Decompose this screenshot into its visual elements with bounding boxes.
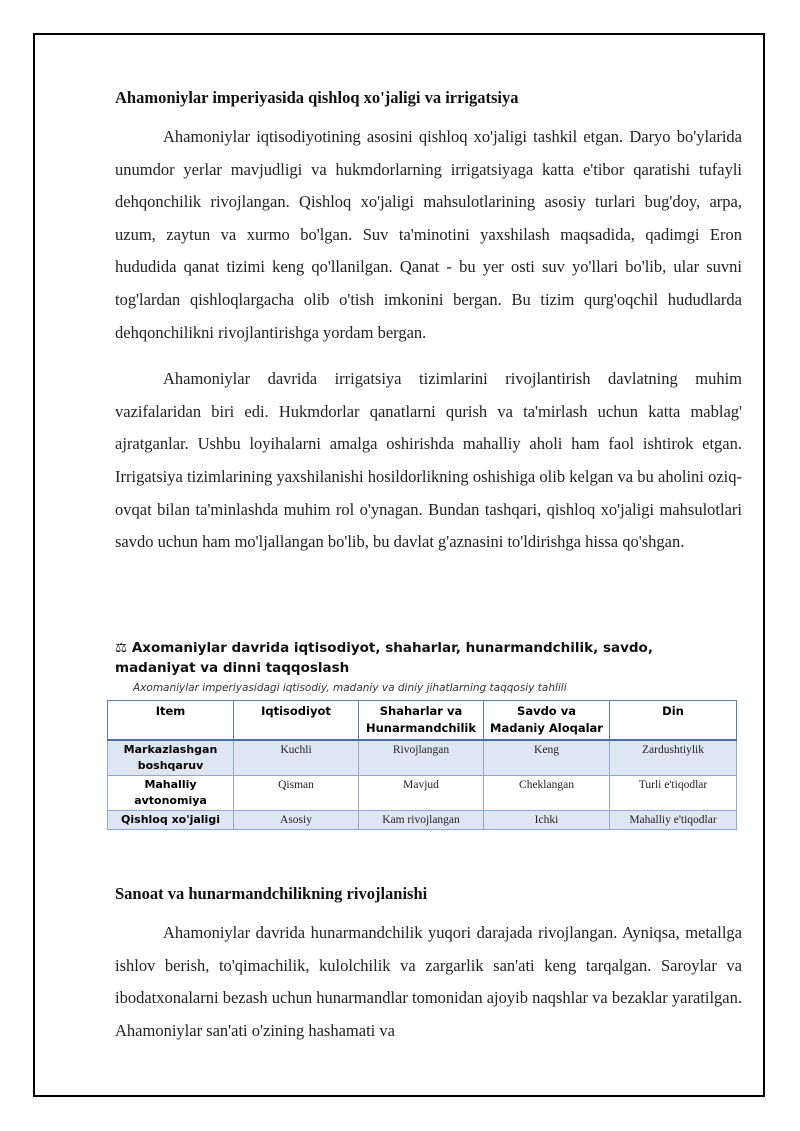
section-agriculture (115, 88, 742, 559)
paragraph: Ahamoniylar davrida hunarmandchilik yuqori darajada rivojlangan. Ayniqsa, metallga ishlov berish, to'qimachilik, kulolchilik va zargarlik san'ati keng tarqalgan. Saroylar va ibodatxonalarni bezash uchun hunarmandlar tomonidan ajoyib naqshlar va bezaklar yaratilgan. Ahamoniylar san'ati o'zining hashamati va (115, 923, 742, 1040)
row-header-cell: Mahalliy avtonomiya (108, 776, 234, 811)
column-header: Shaharlar va Hunarmandchilik (359, 701, 484, 741)
table-cell: Mavjud (359, 776, 484, 811)
column-header: Iqtisodiyot (234, 701, 359, 741)
section-heading: Ahamoniylar imperiyasida qishloq xo'jaligi va irrigatsiya (115, 88, 519, 107)
column-header: Item (108, 701, 234, 741)
comparison-table-block (107, 638, 736, 830)
paragraph: Ahamoniylar iqtisodiyotining asosini qishloq xo'jaligi tashkil etgan. Daryo bo'ylarida unumdor yerlar mavjudligi va hukmdorlarning irrigatsiyaga katta e'tibor qaratishi tufayli dehqonchilik rivojlangan. Qishloq xo'jaligi mahsulotlarining asosiy turlari bug'doy, arpa, uzum, zaytun va xurmo bo'lgan. Suv ta'minotini yaxshilash maqsadida, qadimgi Eron hududida qanat tizimi keng qo'llanilgan. Qanat - bu yer osti suv yo'llari bo'lib, ular suvni tog'lardan qishloqlargacha olib o'tish imkonini bergan. Bu tizim qurg'oqchil hududlarda dehqonchilikni rivojlantirishga yordam bergan. (115, 127, 742, 342)
section-crafts (115, 884, 742, 1047)
row-header-cell: Markazlashgan boshqaruv (108, 740, 234, 776)
table-title (107, 638, 736, 678)
table-cell: Turli e'tiqodlar (610, 776, 737, 811)
column-header: Savdo va Madaniy Aloqalar (484, 701, 610, 741)
table-cell: Qisman (234, 776, 359, 811)
table-cell: Ichki (484, 811, 610, 830)
table-title-text: Axomaniylar davrida iqtisodiyot, shaharlar, hunarmandchilik, savdo, madaniyat va dinni taqqoslash (115, 640, 653, 676)
scales-icon: ⚖ (115, 640, 128, 656)
table-cell: Rivojlangan (359, 740, 484, 776)
table-cell: Kam rivojlangan (359, 811, 484, 830)
table-cell: Mahalliy e'tiqodlar (610, 811, 737, 830)
column-header: Din (610, 701, 737, 741)
table-cell: Asosiy (234, 811, 359, 830)
table-cell: Keng (484, 740, 610, 776)
table-row (108, 776, 737, 811)
section-heading: Sanoat va hunarmandchilikning rivojlanishi (115, 884, 428, 903)
table-cell: Zardushtiylik (610, 740, 737, 776)
table-row (108, 740, 737, 776)
comparison-table (107, 700, 737, 830)
table-caption: Axomaniylar imperiyasidagi iqtisodiy, madaniy va diniy jihatlarning taqqosiy tahlili (133, 682, 567, 694)
table-header-row (108, 701, 737, 741)
table-cell: Kuchli (234, 740, 359, 776)
paragraph: Ahamoniylar davrida irrigatsiya tizimlarini rivojlantirish davlatning muhim vazifalaridan biri edi. Hukmdorlar qanatlarni qurish va ta'mirlash uchun katta mablag' ajratganlar. Ushbu loyihalarni amalga oshirishda mahalliy aholi ham faol ishtirok etgan. Irrigatsiya tizimlarining yaxshilanishi hosildorlikning oshishiga olib kelgan va bu aholini oziq-ovqat bilan ta'minlashda muhim rol o'ynagan. Bundan tashqari, qishloq xo'jaligi mahsulotlari savdo uchun ham mo'ljallangan bo'lib, bu davlat g'aznasini to'ldirishga hissa qo'shgan. (115, 369, 742, 552)
table-cell: Cheklangan (484, 776, 610, 811)
table-row (108, 811, 737, 830)
row-header-cell: Qishloq xo'jaligi (108, 811, 234, 830)
